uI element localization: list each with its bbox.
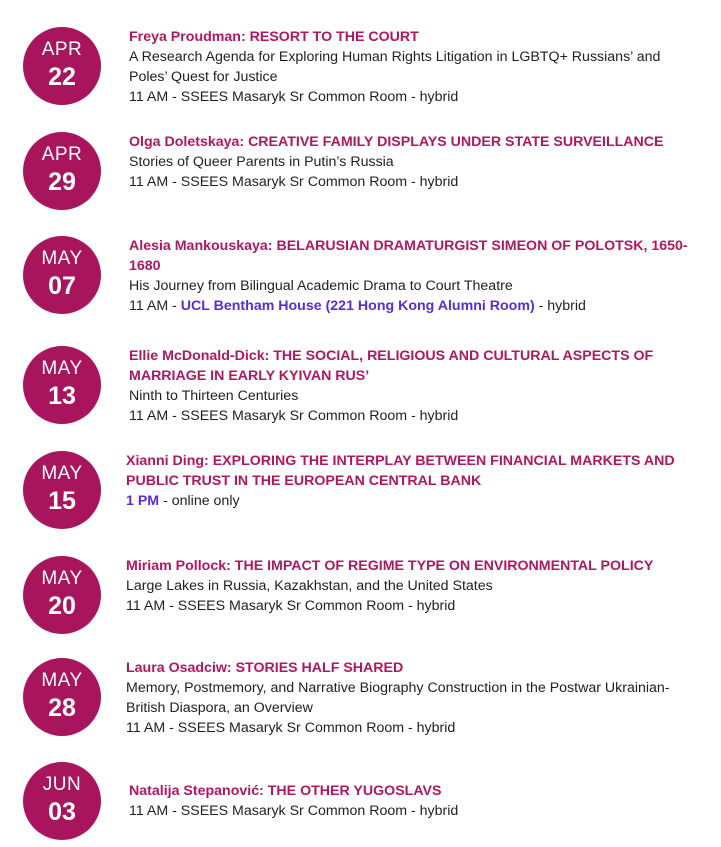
- event-mode: online only: [171, 493, 240, 509]
- event-location: SSEES Masaryk Sr Common Room: [180, 408, 408, 424]
- event-info: [129, 132, 709, 192]
- event-title: Miriam Pollock: THE IMPACT OF REGIME TYPE ON ENVIRONMENTAL POLICY: [126, 558, 654, 574]
- event-title: Freya Proudman: RESORT TO THE COURT: [129, 29, 419, 45]
- date-day: 07: [48, 272, 76, 300]
- event-info: [126, 451, 696, 511]
- event-mode: hybrid: [419, 408, 459, 424]
- event-time: 11 AM: [126, 598, 166, 614]
- date-badge: [23, 451, 101, 529]
- event-subtitle: Ninth to Thirteen Centuries: [129, 388, 299, 404]
- date-badge: [23, 236, 101, 314]
- date-badge: [23, 556, 101, 634]
- date-day: 15: [48, 487, 76, 515]
- date-month: JUN: [42, 774, 82, 795]
- event-time: 11 AM: [129, 89, 169, 105]
- event-meta: 11 AM - SSEES Masaryk Sr Common Room - hybrid: [129, 174, 459, 190]
- event-location: SSEES Masaryk Sr Common Room: [180, 803, 408, 819]
- event-time: 11 AM: [129, 298, 169, 314]
- event-title: Olga Doletskaya: CREATIVE FAMILY DISPLAYS UNDER STATE SURVEILLANCE: [129, 134, 664, 150]
- date-badge: [23, 762, 101, 840]
- event-info: [129, 346, 699, 426]
- date-month: MAY: [41, 568, 83, 589]
- date-month: MAY: [41, 463, 83, 484]
- event-title: Natalija Stepanović: THE OTHER YUGOSLAVS: [129, 783, 442, 799]
- event-meta: 1 PM - online only: [126, 493, 240, 509]
- event-subtitle: Memory, Postmemory, and Narrative Biography Construction in the Postwar Ukrainian-British Diaspora, an Overview: [126, 680, 670, 716]
- event-title: Xianni Ding: EXPLORING THE INTERPLAY BETWEEN FINANCIAL MARKETS AND PUBLIC TRUST IN THE EUROPEAN CENTRAL BANK: [126, 453, 675, 489]
- event-meta: 11 AM - SSEES Masaryk Sr Common Room - hybrid: [126, 720, 456, 736]
- event-time: 11 AM: [129, 803, 169, 819]
- date-day: 29: [48, 168, 76, 196]
- event-meta: 11 AM - SSEES Masaryk Sr Common Room - hybrid: [129, 89, 459, 105]
- event-subtitle: A Research Agenda for Exploring Human Rights Litigation in LGBTQ+ Russians’ and Poles’ Quest for Justice: [129, 49, 661, 85]
- event-location: SSEES Masaryk Sr Common Room: [177, 598, 405, 614]
- date-day: 28: [48, 694, 76, 722]
- event-subtitle: His Journey from Bilingual Academic Drama to Court Theatre: [129, 278, 513, 294]
- event-mode: hybrid: [419, 89, 459, 105]
- event-mode: hybrid: [416, 598, 456, 614]
- event-mode: hybrid: [419, 174, 459, 190]
- event-info: [126, 556, 711, 616]
- event-location: SSEES Masaryk Sr Common Room: [180, 89, 408, 105]
- event-meta: 11 AM - SSEES Masaryk Sr Common Room - hybrid: [129, 408, 459, 424]
- event-time: 1 PM: [126, 493, 160, 509]
- event-title: Ellie McDonald-Dick: THE SOCIAL, RELIGIOUS AND CULTURAL ASPECTS OF MARRIAGE IN EARLY KYIVAN RUS’: [129, 348, 654, 384]
- date-badge: [23, 27, 101, 105]
- event-time: 11 AM: [129, 408, 169, 424]
- event-info: [129, 236, 699, 316]
- date-badge: [23, 346, 101, 424]
- date-month: APR: [41, 144, 83, 165]
- date-badge: [23, 658, 101, 736]
- event-mode: hybrid: [416, 720, 456, 736]
- date-day: 22: [48, 63, 76, 91]
- event-title: Laura Osadciw: STORIES HALF SHARED: [126, 660, 404, 676]
- date-day: 20: [48, 592, 76, 620]
- event-meta: 11 AM - SSEES Masaryk Sr Common Room - hybrid: [126, 598, 456, 614]
- event-meta: 11 AM - UCL Bentham House (221 Hong Kong Alumni Room) - hybrid: [129, 298, 586, 314]
- date-badge: [23, 132, 101, 210]
- date-month: MAY: [41, 248, 83, 269]
- event-mode: hybrid: [547, 298, 586, 314]
- event-title: Alesia Mankouskaya: BELARUSIAN DRAMATURGIST SIMEON OF POLOTSK, 1650-1680: [129, 238, 688, 274]
- location-link[interactable]: UCL Bentham House (221 Hong Kong Alumni Room): [180, 298, 535, 314]
- date-day: 13: [48, 382, 76, 410]
- event-subtitle: Large Lakes in Russia, Kazakhstan, and the United States: [126, 578, 493, 594]
- event-time: 11 AM: [129, 174, 169, 190]
- event-subtitle: Stories of Queer Parents in Putin’s Russia: [129, 154, 394, 170]
- event-mode: hybrid: [419, 803, 459, 819]
- event-info: [129, 27, 699, 107]
- date-month: MAY: [41, 358, 83, 379]
- event-location: SSEES Masaryk Sr Common Room: [177, 720, 405, 736]
- event-location: SSEES Masaryk Sr Common Room: [180, 174, 408, 190]
- date-month: APR: [41, 39, 83, 60]
- event-time: 11 AM: [126, 720, 166, 736]
- date-month: MAY: [41, 670, 83, 691]
- event-info: [129, 781, 699, 821]
- date-day: 03: [48, 798, 76, 826]
- event-meta: 11 AM - SSEES Masaryk Sr Common Room - hybrid: [129, 803, 459, 819]
- event-info: [126, 658, 696, 738]
